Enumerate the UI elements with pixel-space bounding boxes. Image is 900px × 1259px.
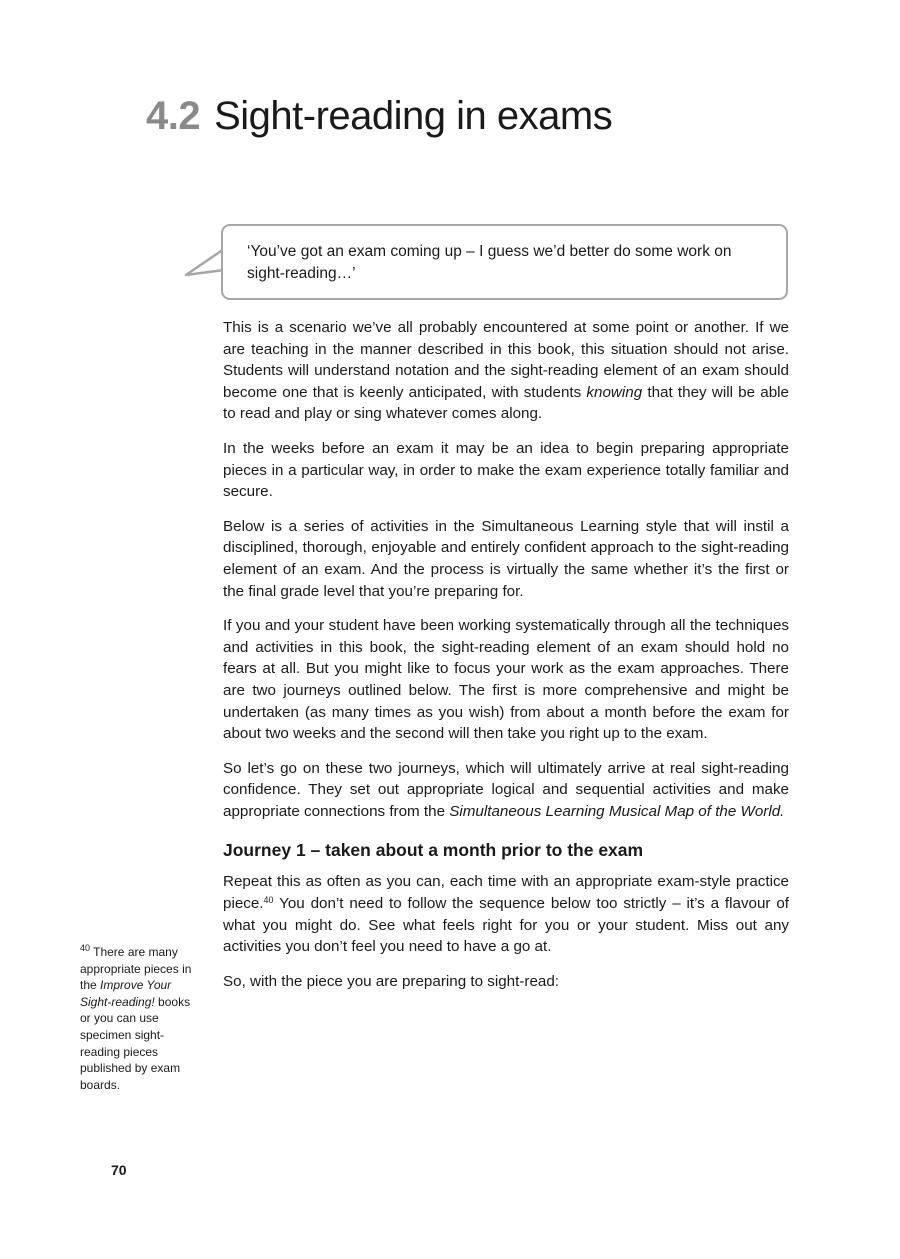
paragraph: In the weeks before an exam it may be an idea to begin preparing appropriate pieces in a particular way, in order to make the exam experience totally familiar and secure. xyxy=(223,439,789,501)
footnote-text: books or you can use specimen sight-reading pieces published by exam boards. xyxy=(80,994,191,1092)
paragraph-text: Repeat this as often as you can, each time with an appropriate exam-style practice piece. xyxy=(223,873,789,913)
speech-bubble-tail xyxy=(180,246,226,280)
journey-heading: Journey 1 – taken about a month prior to the exam xyxy=(223,840,644,861)
section-heading xyxy=(146,92,612,140)
footnote-text: There are many appropriate pieces in the xyxy=(80,945,192,993)
page-number: 70 xyxy=(111,1162,127,1178)
paragraph xyxy=(223,871,789,957)
paragraph-text: You don’t need to follow the sequence below too strictly – it’s a flavour of what you might do. See what feels right for you or your student. Miss out any activities you don’t feel you need to have a go at. xyxy=(223,895,789,956)
paragraph: So, with the piece you are preparing to sight-read: xyxy=(223,972,560,990)
paragraph-text: This is a scenario we’ve all probably encountered at some point or another. If we are teaching in the manner described in this book, this situation should not arise. Students will understand notation and the sight-reading element of an exam should become one that is keenly anticipated, with students xyxy=(223,319,789,401)
emphasis-text: Simultaneous Learning Musical Map of the World. xyxy=(449,802,785,820)
paragraph-text: that they will be able to read and play or sing whatever comes along. xyxy=(223,383,789,423)
paragraph xyxy=(223,317,789,425)
paragraph: Below is a series of activities in the Simultaneous Learning style that will instil a disciplined, thorough, enjoyable and entirely confident approach to the sight-reading element of an exam. And the process is virtually the same whether it’s the first or the final grade level that you’re preparing for. xyxy=(223,517,789,600)
emphasis-text: knowing xyxy=(586,383,643,401)
footnote-number: 40 xyxy=(80,943,91,953)
main-text-column xyxy=(223,317,789,1005)
paragraph-text: So let’s go on these two journeys, which will ultimately arrive at real sight-reading confidence. They set out appropriate logical and sequential activities and make appropriate connections from the xyxy=(223,759,789,820)
footnote-emphasis: Improve Your Sight-reading! xyxy=(80,978,172,1009)
section-title: Sight-reading in exams xyxy=(214,94,613,138)
paragraph: If you and your student have been working systematically through all the techniques and activities in this book, the sight-reading element of an exam should hold no fears at all. But you might like to focus your work as the exam approaches. There are two journeys outlined below. The first is more comprehensive and might be undertaken (as many times as you wish) from about a month before the exam for about two weeks and the second will then take you right up to the exam. xyxy=(223,617,789,743)
section-number: 4.2 xyxy=(146,94,201,138)
speech-bubble-callout xyxy=(221,224,788,300)
callout-quote: ‘You’ve got an exam coming up – I guess we’d better do some work on sight-reading…’ xyxy=(247,243,732,282)
paragraph xyxy=(223,758,789,823)
footnote-reference: 40 xyxy=(263,895,274,906)
margin-footnote xyxy=(80,944,200,1093)
